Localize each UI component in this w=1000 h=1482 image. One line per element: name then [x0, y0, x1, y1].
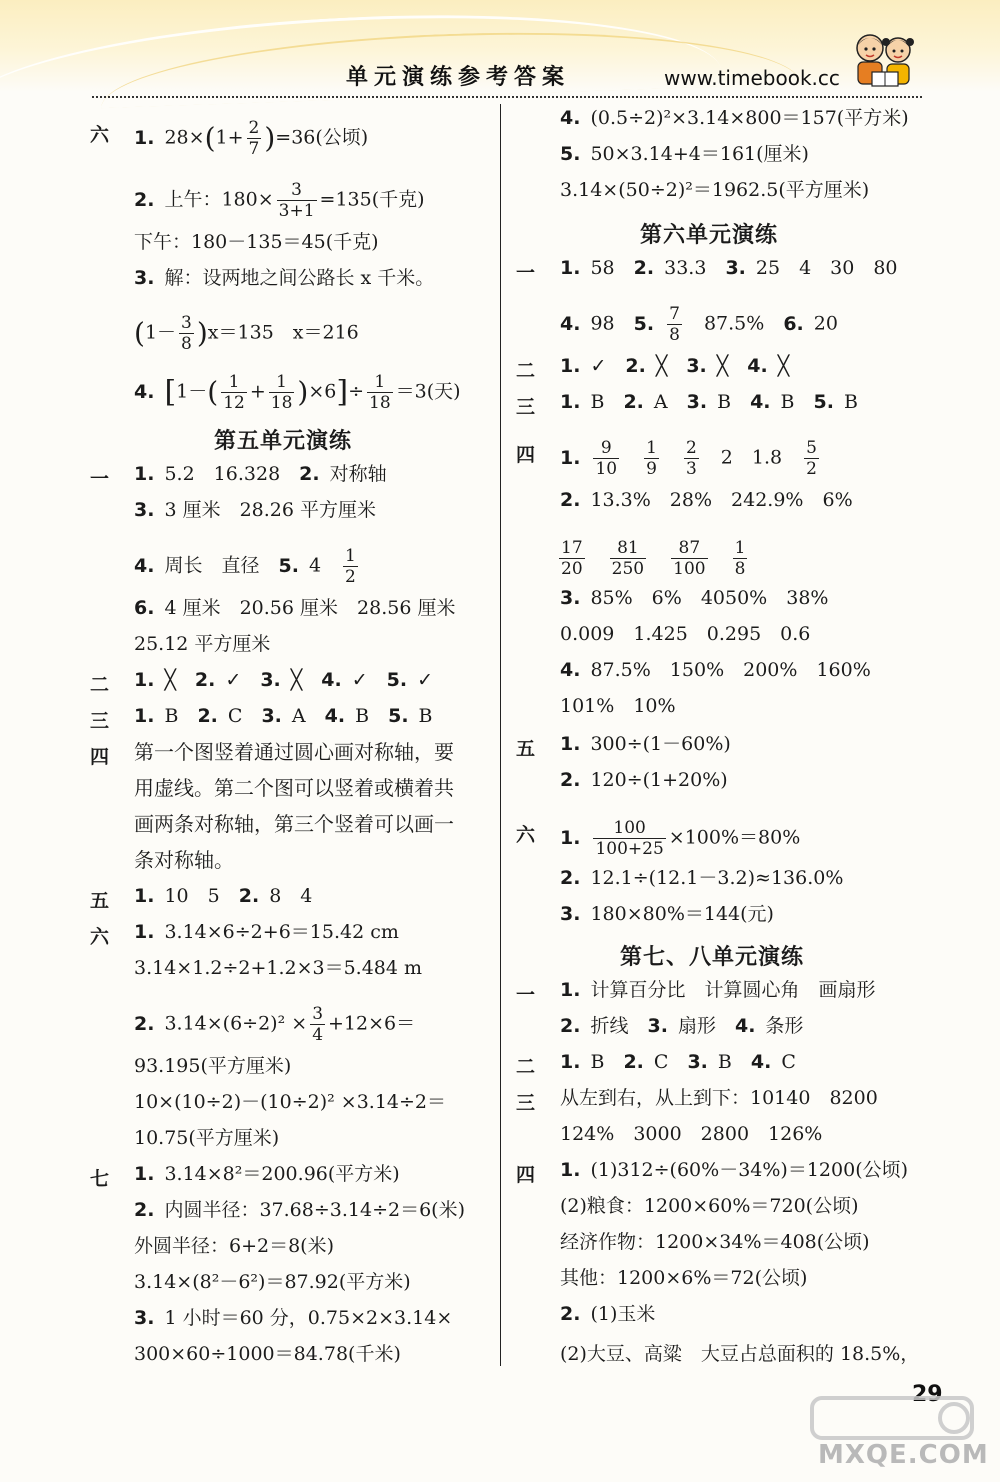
answer-line: 其他：1200×6%＝72(公顷)	[560, 1267, 808, 1289]
answer-line: 从左到右，从上到下：10140 8200	[560, 1087, 878, 1109]
answer-line: 1. 300÷(1－60%)	[560, 733, 731, 755]
answer-line: 条对称轴。	[134, 848, 234, 872]
page-number: 29	[912, 1382, 943, 1407]
section-label: 一	[516, 984, 536, 1006]
answer-line: 1. 3.14×8²＝200.96(平方米)	[134, 1163, 400, 1185]
answer-line: 1. (1)312÷(60%－34%)＝1200(公顷)	[560, 1159, 909, 1181]
answer-line: 300×60÷1000＝84.78(千米)	[134, 1343, 401, 1365]
fraction: $\frac{2}{3}$	[685, 438, 697, 479]
answer-line: 1. 10 5 2. 8 4	[134, 885, 313, 907]
answer-line	[556, 538, 750, 579]
answer-line: 外圆半径：6+2＝8(米)	[134, 1235, 335, 1257]
column-divider	[500, 104, 501, 1366]
section-label: 四	[90, 746, 110, 768]
fraction: $\frac{5}{2}$	[806, 438, 817, 479]
fraction: $\frac{3}{3+1}$	[278, 180, 315, 221]
page-title: 单元演练参考答案	[346, 65, 571, 90]
answer-line: 3. 3 厘米 28.26 平方厘米	[134, 499, 377, 521]
answer-line: 5. 50×3.14+4＝161(厘米)	[560, 143, 809, 165]
section-label: 一	[516, 262, 536, 284]
answer-line: 2. 13.3% 28% 242.9% 6%	[560, 489, 853, 511]
answer-line: 1. $\frac{9}{10}$ $\frac{1}{9}$ $\frac{2}{3}$ 2 1.8 $\frac{5}{2}$	[560, 438, 817, 479]
answer-line: 1. B 2. C 3. B 4. C	[560, 1051, 796, 1073]
fraction: $\frac{1}{18}$	[369, 372, 391, 413]
fraction: $\frac{7}{8}$	[669, 304, 680, 345]
answer-line: 3.14×(8²－6²)＝87.92(平方米)	[134, 1271, 411, 1293]
fraction: $\frac{1}{9}$	[646, 438, 657, 479]
fraction: $\frac{3}{8}$	[181, 313, 192, 354]
fraction: $\frac{1}{12}$	[223, 372, 245, 413]
section-label: 五	[90, 890, 110, 912]
section-label: 二	[516, 360, 536, 382]
answer-line: 1. 28×(1+ $\frac{2}{7}$ )=36(公顷)	[134, 118, 369, 159]
answer-line: 1. 计算百分比 计算圆心角 画扇形	[560, 979, 876, 1001]
answer-line: 3. 1 小时＝60 分，0.75×2×3.14×	[134, 1307, 453, 1329]
answer-line: 下午：180－135＝45(千克)	[134, 231, 379, 253]
watermark-text: MXQE.COM	[818, 1440, 989, 1470]
answer-line: 10.75(平方厘米)	[134, 1127, 280, 1149]
answer-line: 第一个图竖着通过圆心画对称轴，要	[134, 740, 454, 764]
answer-line: 1. $\frac{100}{100+25}$ ×100%＝80%	[560, 818, 801, 859]
answer-line: (2)粮食：1200×60%＝720(公顷)	[560, 1195, 859, 1217]
answer-line: 4. (0.5÷2)²×3.14×800＝157(平方米)	[560, 107, 909, 129]
section-label: 六	[90, 124, 110, 146]
answer-line: 93.195(平方厘米)	[134, 1055, 292, 1077]
answer-line: 3. 解：设两地之间公路长 x 千米。	[134, 267, 435, 289]
section-label: 七	[90, 1168, 110, 1190]
unit-heading: 第七、八单元演练	[620, 945, 805, 970]
answer-line: 1. 3.14×6÷2+6＝15.42 cm	[134, 921, 399, 943]
section-label: 一	[90, 468, 110, 490]
answer-line: 1. B 2. C 3. A 4. B 5. B	[134, 705, 433, 727]
fraction: $\frac{81}{250}$	[611, 538, 645, 579]
fraction: $\frac{1}{8}$	[734, 538, 746, 579]
answer-line: 经济作物：1200×34%＝408(公顷)	[560, 1231, 870, 1253]
fraction: $\frac{1}{2}$	[345, 546, 356, 587]
section-label: 三	[516, 1092, 536, 1114]
section-label: 四	[516, 444, 536, 466]
answer-line: 101% 10%	[560, 695, 676, 717]
answer-line: 1. ✓ 2. ╳ 3. ╳ 4. ╳	[560, 355, 790, 377]
answer-line: 4. 98 5. $\frac{7}{8}$ 87.5% 6. 20	[560, 304, 838, 345]
answer-line: 2. 120÷(1+20%)	[560, 769, 728, 791]
answer-line: 用虚线。第二个图可以竖着或横着共	[134, 776, 454, 800]
answer-line: 25.12 平方厘米	[134, 633, 271, 655]
answer-line: 124% 3000 2800 126%	[560, 1123, 823, 1145]
answer-line: (2)大豆、高粱 大豆占总面积的 18.5%，	[560, 1343, 920, 1365]
fraction: $\frac{17}{20}$	[561, 538, 583, 579]
section-label: 六	[90, 926, 110, 948]
answer-line: 4. 87.5% 150% 200% 160%	[560, 659, 871, 681]
unit-heading: 第五单元演练	[214, 429, 353, 454]
answer-line: (1－ $\frac{3}{8}$ )x＝135 x＝216	[134, 313, 359, 354]
answer-line: 画两条对称轴，第三个竖着可以画一	[134, 812, 454, 836]
answer-line: 2. 内圆半径：37.68÷3.14÷2＝6(米)	[134, 1199, 465, 1221]
answer-line: 2. 12.1÷(12.1－3.2)≈136.0%	[560, 867, 844, 889]
answer-line: 2. 3.14×(6÷2)² × $\frac{3}{4}$ +12×6＝	[134, 1004, 416, 1045]
answer-line: 10×(10÷2)－(10÷2)² ×3.14÷2＝	[134, 1091, 447, 1113]
answer-line: 2. 折线 3. 扇形 4. 条形	[560, 1015, 804, 1037]
answer-line: 3. 180×80%＝144(元)	[560, 903, 774, 925]
fraction: $\frac{9}{10}$	[595, 438, 618, 479]
mascot-kids-icon	[850, 28, 920, 94]
fraction: $\frac{2}{7}$	[248, 118, 260, 159]
answer-line: 4. [1－( $\frac{1}{12}$ + $\frac{1}{18}$ )×6]÷ $\frac{1}{18}$ ＝3(天)	[134, 372, 461, 413]
fraction: $\frac{3}{4}$	[312, 1004, 324, 1045]
section-label: 二	[90, 674, 110, 696]
section-label: 五	[516, 738, 536, 760]
section-label: 二	[516, 1056, 536, 1078]
header-divider	[92, 96, 922, 98]
answer-line: 1. B 2. A 3. B 4. B 5. B	[560, 391, 858, 413]
answer-line: 2. 上午：180× $\frac{3}{3+1}$ =135(千克)	[134, 180, 425, 221]
answer-line: 3.14×(50÷2)²＝1962.5(平方厘米)	[560, 179, 870, 201]
answer-line: 3.14×1.2÷2+1.2×3＝5.484 m	[134, 957, 423, 979]
answer-line: 0.009 1.425 0.295 0.6	[560, 623, 811, 645]
section-label: 四	[516, 1164, 536, 1186]
answer-line: 3. 85% 6% 4050% 38%	[560, 587, 829, 609]
fraction: $\frac{1}{18}$	[270, 372, 293, 413]
section-label: 三	[516, 396, 536, 418]
section-label: 三	[90, 710, 110, 732]
answer-line: 1. 5.2 16.328 2. 对称轴	[134, 463, 387, 485]
answer-line: 4. 周长 直径 5. 4 $\frac{1}{2}$	[134, 546, 356, 587]
section-label: 六	[516, 824, 536, 846]
answer-line: 1. ╳ 2. ✓ 3. ╳ 4. ✓ 5. ✓	[134, 669, 433, 691]
answer-line: 6. 4 厘米 20.56 厘米 28.56 厘米	[134, 597, 456, 619]
unit-heading: 第六单元演练	[640, 223, 779, 248]
answer-line: 2. (1)玉米	[560, 1303, 656, 1325]
fraction: $\frac{100}{100+25}$	[595, 818, 664, 859]
site-url: www.timebook.cc	[664, 66, 840, 90]
fraction: $\frac{87}{100}$	[673, 538, 706, 579]
answer-line: 1. 58 2. 33.3 3. 25 4 30 80	[560, 257, 898, 279]
